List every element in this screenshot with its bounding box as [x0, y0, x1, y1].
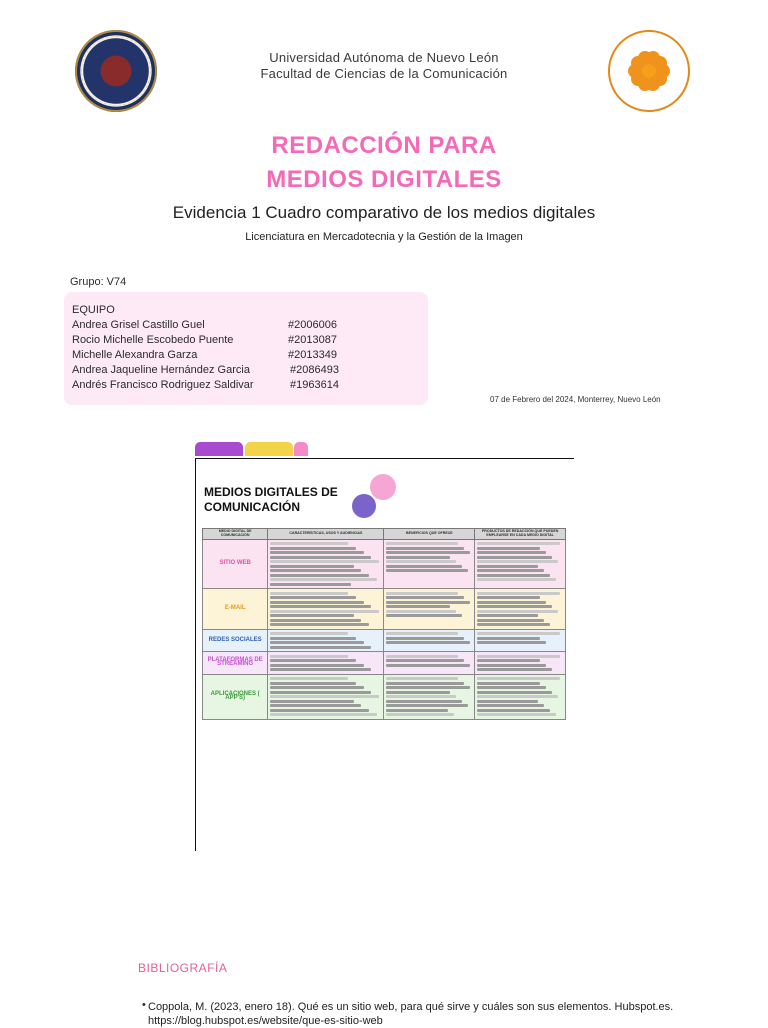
text-line [477, 547, 540, 550]
text-line [270, 605, 371, 608]
team-member-name: Andrés Francisco Rodriguez Saldivar [72, 379, 254, 391]
table-row [203, 674, 566, 719]
text-line [386, 610, 455, 613]
text-line [477, 637, 540, 640]
bibliography-entry: Coppola, M. (2023, enero 18). Qué es un sitio web, para qué sirve y cuáles son sus elementos. Hubspot.es. https://blog.hubspot.es/website/que-es-sitio-web [148, 1001, 674, 1027]
text-line [270, 664, 363, 667]
table-column-header: PRODUCTOS DE REDACCIÓN QUE PUEDEN EMPLEARSE EN CADA MEDIO DIGITAL [475, 529, 566, 540]
row-label: SITIO WEB [203, 539, 268, 589]
table-cell [475, 539, 566, 589]
folder-tab [195, 442, 243, 456]
table-cell [268, 539, 384, 589]
table-row [203, 652, 566, 675]
text-line [477, 551, 546, 554]
text-line [386, 686, 469, 689]
team-member-name: Andrea Grisel Castillo Guel [72, 319, 205, 331]
table-cell [384, 652, 475, 675]
text-line [386, 605, 449, 608]
text-line [386, 691, 449, 694]
text-line [386, 664, 469, 667]
text-line [386, 569, 467, 572]
text-line [270, 655, 348, 658]
team-member-id: #2013349 [288, 349, 337, 361]
text-line [386, 614, 461, 617]
text-line [477, 623, 550, 626]
table-cell [268, 589, 384, 630]
team-member-id: #2086493 [290, 364, 339, 376]
row-label: REDES SOCIALES [203, 629, 268, 652]
text-line [270, 691, 371, 694]
table-row [203, 629, 566, 652]
text-line [477, 713, 556, 716]
folder-tab [245, 442, 293, 456]
title-line-1: REDACCIÓN PARA [271, 132, 497, 159]
text-line [386, 592, 457, 595]
text-line [270, 668, 371, 671]
table-cell [384, 629, 475, 652]
text-line [270, 704, 361, 707]
text-line [477, 641, 546, 644]
text-line [386, 655, 457, 658]
text-line [477, 709, 550, 712]
text-line [270, 632, 348, 635]
table-column-header: BENEFICIOS QUE OFRECE [384, 529, 475, 540]
avatar-icon [352, 494, 376, 518]
text-line [386, 596, 463, 599]
text-line [386, 641, 469, 644]
text-line [477, 578, 556, 581]
text-line [477, 619, 544, 622]
faculty-name: Facultad de Ciencias de la Comunicación [260, 66, 508, 81]
text-line [270, 619, 361, 622]
text-line [477, 614, 538, 617]
text-line [270, 610, 379, 613]
text-line [270, 596, 356, 599]
team-heading: EQUIPO [72, 304, 115, 316]
text-line [477, 542, 559, 545]
text-line [386, 682, 463, 685]
table-cell [384, 539, 475, 589]
text-line [477, 592, 559, 595]
text-line [477, 695, 558, 698]
table-cell [384, 674, 475, 719]
text-line [270, 569, 361, 572]
text-line [477, 601, 546, 604]
text-line [270, 614, 353, 617]
table-cell [475, 674, 566, 719]
text-line [270, 592, 348, 595]
text-line [270, 623, 369, 626]
text-line [270, 695, 379, 698]
text-line [477, 704, 544, 707]
program-name: Licenciatura en Mercadotecnia y la Gestión de la Imagen [245, 231, 523, 243]
table-row [203, 589, 566, 630]
table-cell [268, 652, 384, 675]
table-cell [384, 589, 475, 630]
text-line [270, 709, 369, 712]
table-cell [475, 652, 566, 675]
table-cell [475, 629, 566, 652]
team-member-id: #1963614 [290, 379, 339, 391]
text-line [270, 700, 353, 703]
text-line [270, 547, 356, 550]
text-line [270, 578, 377, 581]
text-line [477, 556, 552, 559]
team-member-name: Andrea Jaqueline Hernández Garcia [72, 364, 250, 376]
text-line [270, 551, 363, 554]
text-line [386, 632, 457, 635]
table-cell [268, 674, 384, 719]
table-cell [475, 589, 566, 630]
text-line [477, 632, 559, 635]
text-line [477, 664, 546, 667]
text-line [386, 695, 455, 698]
folder-tab [294, 442, 308, 456]
university-name: Universidad Autónoma de Nuevo León [269, 50, 499, 65]
text-line [386, 659, 463, 662]
text-line [270, 542, 348, 545]
text-line [270, 556, 371, 559]
text-line [270, 713, 377, 716]
text-line [477, 691, 552, 694]
team-member-name: Rocio Michelle Escobedo Puente [72, 334, 234, 346]
text-line [477, 677, 559, 680]
text-line [270, 565, 353, 568]
text-line [386, 542, 457, 545]
row-label: E-MAIL [203, 589, 268, 630]
text-line [386, 601, 469, 604]
table-cell [268, 629, 384, 652]
comparative-table [202, 528, 566, 720]
text-line [270, 637, 356, 640]
table-header-row [203, 529, 566, 540]
comparative-heading: MEDIOS DIGITALES DE COMUNICACIÓN [204, 485, 338, 514]
row-label: APLICACIONES ( APP'S) [203, 674, 268, 719]
team-member-name: Michelle Alexandra Garza [72, 349, 198, 361]
text-line [386, 677, 457, 680]
avatar-icon [370, 474, 396, 500]
table-row [203, 539, 566, 589]
table-column-header: MEDIO DIGITAL DE COMUNICACIÓN [203, 529, 268, 540]
text-line [270, 686, 363, 689]
team-member-id: #2013087 [288, 334, 337, 346]
text-line [270, 601, 363, 604]
text-line [477, 605, 552, 608]
text-line [477, 565, 538, 568]
text-line [270, 659, 356, 662]
text-line [477, 682, 540, 685]
text-line [386, 560, 455, 563]
title-line-2: MEDIOS DIGITALES [266, 166, 502, 193]
date-location: 07 de Febrero del 2024, Monterrey, Nuevo León [490, 395, 661, 404]
text-line [386, 551, 469, 554]
text-line [270, 677, 348, 680]
text-line [477, 659, 540, 662]
table-column-header: CARACTERÍSTICAS, USOS Y AUDIENCIAS [268, 529, 384, 540]
text-line [386, 709, 448, 712]
bullet-icon: • [142, 999, 146, 1011]
text-line [477, 686, 546, 689]
bibliography-heading: BIBLIOGRAFÍA [138, 961, 228, 975]
text-line [386, 700, 461, 703]
text-line [270, 583, 351, 586]
text-line [270, 641, 363, 644]
text-line [386, 556, 449, 559]
text-line [386, 713, 454, 716]
text-line [477, 596, 540, 599]
text-line [477, 655, 559, 658]
text-line [270, 646, 371, 649]
subtitle: Evidencia 1 Cuadro comparativo de los medios digitales [172, 203, 596, 222]
text-line [477, 574, 550, 577]
team-member-id: #2006006 [288, 319, 337, 331]
text-line [386, 547, 463, 550]
text-line [270, 574, 369, 577]
group-label: Grupo: V74 [70, 276, 127, 288]
row-label: PLATAFORMAS DE STREAMING [203, 652, 268, 675]
text-line [477, 610, 558, 613]
text-line [270, 682, 356, 685]
text-line [477, 569, 544, 572]
text-line [477, 668, 552, 671]
text-line [386, 565, 461, 568]
text-line [386, 637, 463, 640]
text-line [477, 560, 558, 563]
text-line [270, 560, 379, 563]
text-line [477, 700, 538, 703]
text-line [386, 704, 467, 707]
